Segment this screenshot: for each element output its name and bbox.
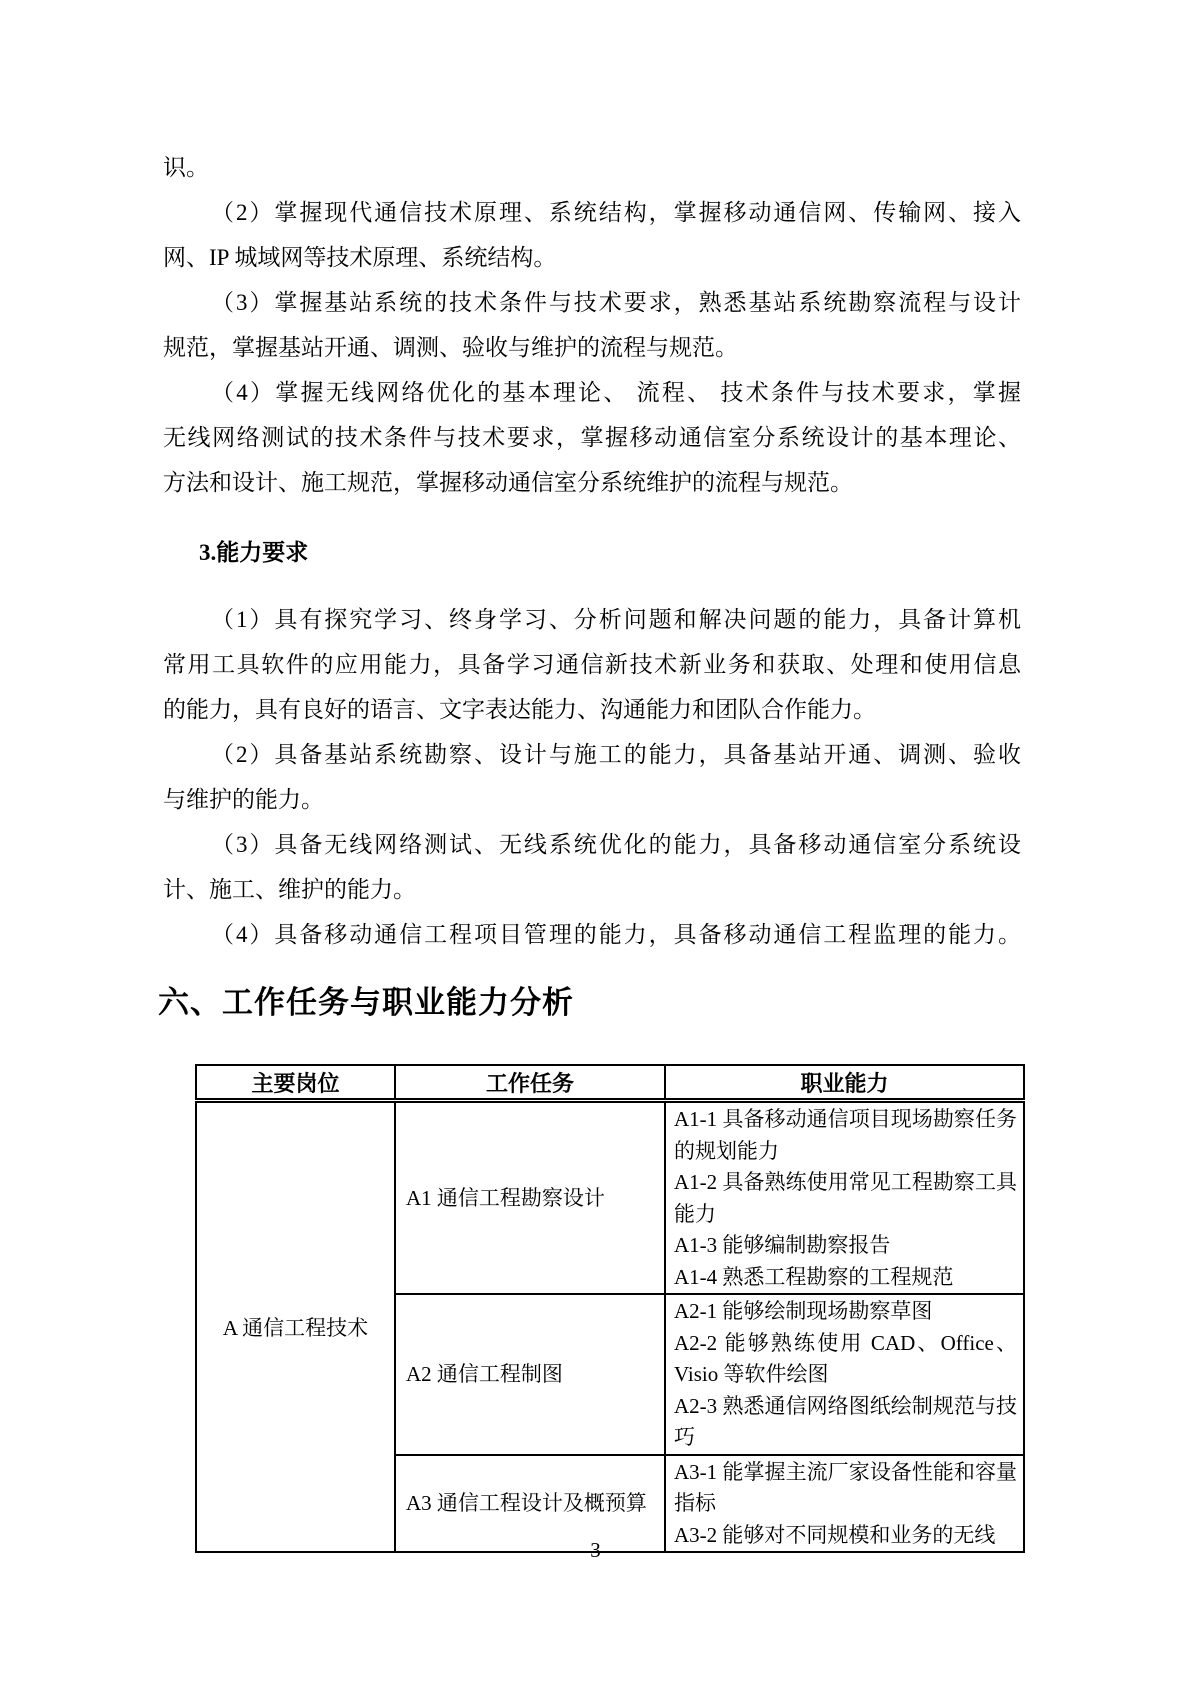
ability-item: A1-2 具备熟练使用常见工程勘察工具能力 (674, 1170, 1017, 1226)
position-cell: A 通信工程技术 (196, 1101, 395, 1553)
body-line: （2）掌握现代通信技术原理、系统结构，掌握移动通信网、传输网、接入 (211, 200, 1021, 225)
body-line: （3）掌握基站系统的技术条件与技术要求，熟悉基站系统勘察流程与设计 (211, 290, 1021, 315)
table-header-task: 工作任务 (395, 1065, 665, 1101)
task-cell: A1 通信工程勘察设计 (395, 1101, 665, 1295)
body-text (158, 145, 1021, 1027)
body-line: （4）掌握无线网络优化的基本理论、 流程、 技术条件与技术要求，掌握 (211, 380, 1021, 405)
ability-item: A1-1 具备移动通信项目现场勘察任务的规划能力 (674, 1107, 1017, 1163)
body-line: 的能力，具有良好的语言、文字表达能力、沟通能力和团队合作能力。 (163, 697, 876, 722)
ability-item: A1-3 能够编制勘察报告 (674, 1233, 891, 1257)
body-line: 无线网络测试的技术条件与技术要求，掌握移动通信室分系统设计的基本理论、 (163, 425, 1021, 450)
body-line: （4）具备移动通信工程项目管理的能力，具备移动通信工程监理的能力。 (211, 922, 1021, 947)
body-line: 方法和设计、施工规范，掌握移动通信室分系统维护的流程与规范。 (163, 470, 853, 495)
table-header-ability: 职业能力 (665, 1065, 1024, 1101)
tasks-table (195, 1064, 1025, 1553)
ability-item: A3-2 能够对不同规模和业务的无线 (674, 1522, 996, 1547)
table-row (196, 1101, 1024, 1295)
body-line: （2）具备基站系统勘察、设计与施工的能力，具备基站开通、调测、验收 (211, 742, 1021, 767)
body-line: 与维护的能力。 (163, 787, 324, 812)
task-cell: A3 通信工程设计及概预算 (395, 1455, 665, 1553)
body-line: 识。 (163, 155, 209, 180)
task-cell: A2 通信工程制图 (395, 1294, 665, 1455)
ability-item: A2-3 熟悉通信网络图纸绘制规范与技巧 (674, 1393, 1017, 1449)
body-line: 网、IP 城域网等技术原理、系统结构。 (163, 245, 557, 270)
body-line: 计、施工、维护的能力。 (163, 877, 416, 902)
body-line: 规范，掌握基站开通、调测、验收与维护的流程与规范。 (163, 335, 738, 360)
body-line: 常用工具软件的应用能力，具备学习通信新技术新业务和获取、处理和使用信息 (163, 652, 1021, 677)
body-line: （1）具有探究学习、终身学习、分析问题和解决问题的能力，具备计算机 (211, 607, 1021, 632)
subsection-heading: 3.能力要求 (199, 540, 309, 565)
ability-item: A3-1 能掌握主流厂家设备性能和容量指标 (674, 1459, 1017, 1515)
table-header-row (196, 1065, 1024, 1101)
ability-item: A1-4 熟悉工程勘察的工程规范 (674, 1264, 954, 1289)
table-header-position: 主要岗位 (196, 1065, 395, 1101)
body-line: （3）具备无线网络测试、无线系统优化的能力，具备移动通信室分系统设 (211, 832, 1021, 857)
abilities-cell (665, 1294, 1024, 1455)
ability-item: A2-2 能够熟练使用 CAD、Office、Visio 等软件绘图 (674, 1330, 1017, 1386)
page-number: 3 (590, 1538, 601, 1562)
abilities-cell (665, 1101, 1024, 1295)
section-heading: 六、工作任务与职业能力分析 (158, 985, 574, 1020)
ability-item: A2-1 能够绘制现场勘察草图 (674, 1299, 933, 1323)
